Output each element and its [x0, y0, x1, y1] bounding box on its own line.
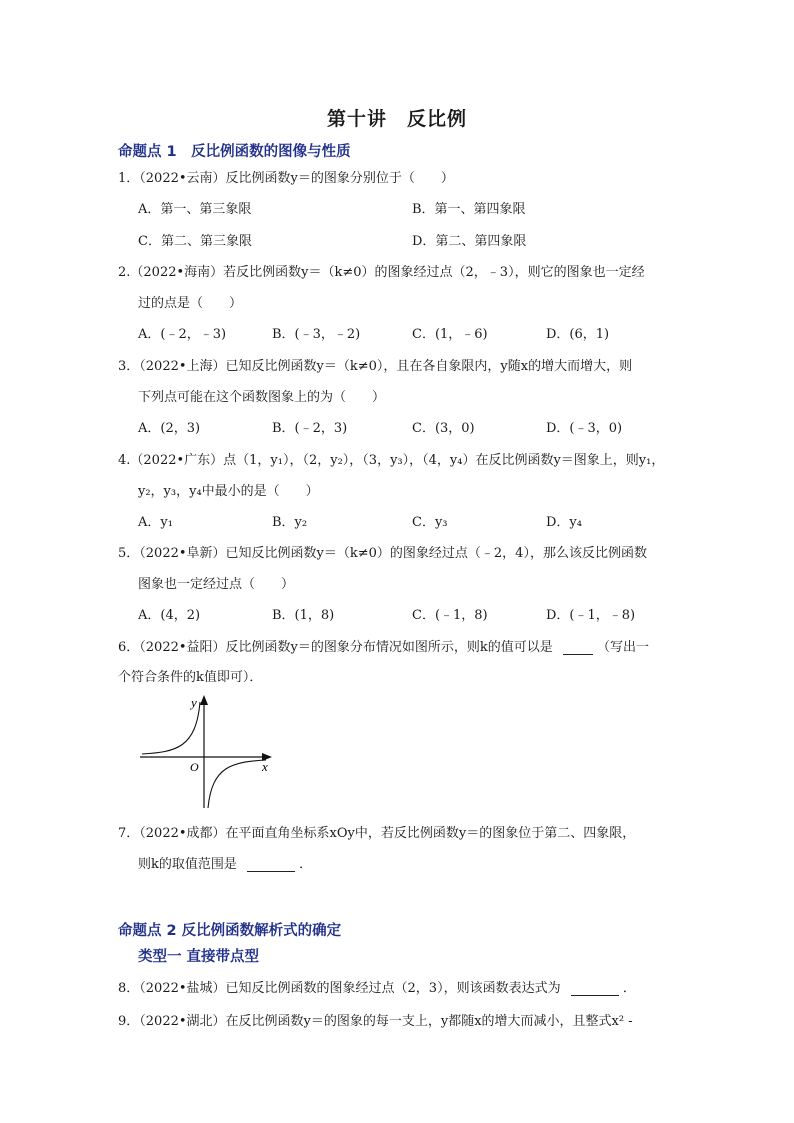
q3-option-c: C．(3，0) [412, 421, 475, 436]
q2-option-c: C．(1，﹣6) [412, 327, 488, 342]
x-axis-label: x [262, 759, 268, 774]
question-2-line2: 过的点是（ ） [138, 296, 243, 311]
subsection-heading: 类型一 直接带点型 [138, 949, 260, 965]
question-6-line2: 个符合条件的k值即可）． [118, 670, 263, 685]
origin-label: O [190, 760, 199, 774]
question-3-line1: 3．（2022•上海）已知反比例函数y＝（k≠0），且在各自象限内，y随x的增大而增大，则 [118, 359, 633, 374]
q4-option-c: C．y₃ [412, 515, 448, 530]
question-9: 9．（2022•湖北）在反比例函数y＝的图象的每一支上，y都随x的增大而减小，且整式x² - [118, 1014, 633, 1029]
question-1: 1．（2022•云南）反比例函数y＝的图象分别位于（ ） [118, 171, 454, 186]
question-6-line1 [118, 636, 649, 655]
q5-option-a: A．(4，2) [138, 608, 201, 623]
page-title: 第十讲 反比例 [326, 108, 467, 130]
y-axis-label: y [191, 695, 197, 710]
q5-option-b: B．(1，8) [272, 608, 335, 623]
q2-option-a: A．(﹣2，﹣3) [138, 327, 227, 342]
q7-answer-blank[interactable] [247, 857, 295, 872]
q8-text-tail: ． [622, 981, 636, 996]
question-4-line1: 4.（2022•广东）点（1，y₁），（2，y₂），（3，y₃），（4，y₄）在反比例函数y＝图象上，则y₁， [118, 453, 665, 468]
q1-option-c: C．第二、第三象限 [138, 234, 252, 249]
q1-option-b: B．第一、第四象限 [412, 202, 526, 217]
q6-text: 6．（2022•益阳）反比例函数y＝的图象分布情况如图所示，则k的值可以是 [118, 640, 553, 655]
q6-answer-blank[interactable] [563, 640, 593, 655]
question-8 [118, 977, 636, 996]
y-axis-arrow [200, 695, 208, 705]
q6-function-graph [136, 690, 276, 812]
q8-text: 8．（2022•盐城）已知反比例函数的图象经过点（2，3），则该函数表达式为 [118, 981, 561, 996]
q3-option-d: D．(﹣3，0) [546, 421, 623, 436]
question-3-line2: 下列点可能在这个函数图象上的为（ ） [138, 390, 386, 405]
question-7-line1: 7．（2022•成都）在平面直角坐标系xOy中，若反比例函数y＝的图象位于第二、四象限， [118, 826, 636, 841]
q8-answer-blank[interactable] [571, 981, 619, 996]
q7-text: 则k的取值范围是 [138, 857, 237, 872]
q1-option-d: D．第二、第四象限 [412, 234, 527, 249]
question-2-line1: 2.（2022•海南）若反比例函数y＝（k≠0）的图象经过点（2，﹣3），则它的图象也一定经 [118, 265, 645, 280]
question-5-line2: 图象也一定经过点（ ） [138, 577, 295, 592]
q4-option-d: D．y₄ [546, 515, 582, 530]
q1-option-a: A．第一、第三象限 [138, 202, 252, 217]
question-4-line2: y₂，y₃，y₄中最小的是（ ） [138, 484, 319, 499]
q5-option-d: D．(﹣1，﹣8) [546, 608, 636, 623]
curve-fourth-quadrant [208, 760, 266, 808]
section-heading-1: 命题点 1 反比例函数的图像与性质 [118, 144, 351, 160]
q2-option-d: D．(6，1) [546, 327, 610, 342]
question-7-line2 [138, 853, 312, 872]
q4-option-a: A．y₁ [138, 515, 173, 530]
q6-text-tail: （写出一 [597, 640, 650, 655]
q5-option-c: C．(﹣1，8) [412, 608, 488, 623]
section-heading-2: 命题点 2 反比例函数解析式的确定 [118, 923, 342, 939]
q4-option-b: B．y₂ [272, 515, 308, 530]
q3-option-b: B．(﹣2，3) [272, 421, 348, 436]
q3-option-a: A．(2，3) [138, 421, 201, 436]
q2-option-b: B．(﹣3，﹣2) [272, 327, 361, 342]
question-5-line1: 5．（2022•阜新）已知反比例函数y＝（k≠0）的图象经过点（﹣2，4），那么该反比例函数 [118, 546, 647, 561]
q7-text-tail: ． [299, 857, 313, 872]
